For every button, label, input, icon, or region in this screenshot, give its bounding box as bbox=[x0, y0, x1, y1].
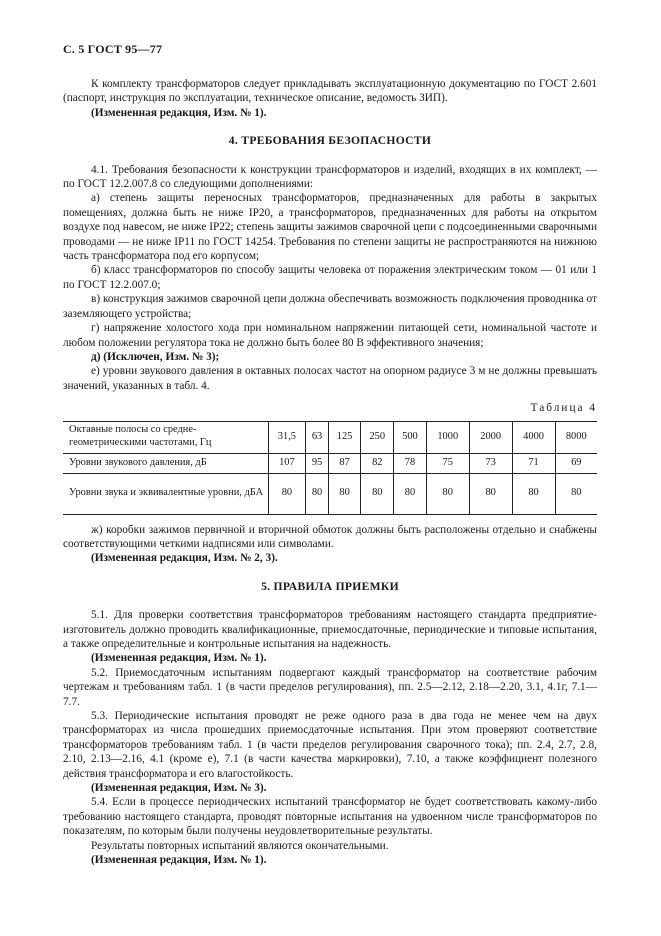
clause-5-4: 5.4. Если в процессе периодических испытаний трансформатор не будет соответствовать какому-либо требованию настоящего стандарта, проводят повторные испытания на удвоенном числе трансформаторов по показателям, по которым были получены неудовлетворительные результаты. bbox=[63, 796, 597, 838]
intro-amendment-note: (Измененная редакция, Изм. № 1). bbox=[91, 106, 267, 119]
table-header-row bbox=[63, 421, 597, 453]
table-cell: 80 bbox=[306, 473, 328, 514]
clause-5-3: 5.3. Периодические испытания проводят не реже одного раза в два года не менее чем на двух трансформаторах из числа прошедших приемосдаточные испытания. При этом проверяют соответствие трансформаторов требованиям табл. 1 (в части пределов регулирования сварочного тока); пп. 2.4, 2.7, 2.8, 2.10, 2.13—2.16, 4.1 (кроме е), 7.1 (в части качества маркировки), 7.10, а также коэффициент полезного действия трансформатора и его влагостойкость. bbox=[63, 710, 597, 780]
table-cell: 80 bbox=[426, 473, 469, 514]
table-freq-cell: 63 bbox=[306, 421, 328, 453]
clause-4-1-d: д) (Исключен, Изм. № 3); bbox=[91, 350, 220, 363]
clause-4-1-zh: ж) коробки зажимов первичной и вторичной обмоток должны быть расположены отдельно и снабжены соответствующими четкими надписями или символами. bbox=[63, 523, 597, 550]
table-row-sound-level bbox=[63, 473, 597, 514]
clause-5-4-final: Результаты повторных испытаний являются окончательными. bbox=[91, 839, 389, 852]
table-cell: 73 bbox=[469, 453, 512, 473]
clause-5-4-note: (Измененная редакция, Изм. № 1). bbox=[91, 854, 267, 867]
table-cell: 82 bbox=[361, 453, 394, 473]
clause-4-1-a: а) степень защиты переносных трансформаторов, предназначенных для работы в закрытых помещениях, должна быть не ниже IP20, а трансформаторов, предназначенных для работы на открытом воздухе под навесом, не ниже IP22; степень защиты зажимов сварочной цепи с подсоединенными сварочными проводами — не ниже IP11 по ГОСТ 14254. Требования по степени защиты не распространяются на нижнюю часть трансформатора под его корпусом; bbox=[63, 192, 597, 263]
clause-4-1-g: г) напряжение холостого хода при номинальном напряжении питающей сети, номинальной частоте и любом положении регулятора тока не должно быть более 80 В эффективного значения; bbox=[63, 322, 597, 349]
table-row-sound-pressure bbox=[63, 453, 597, 473]
clause-4-1: 4.1. Требования безопасности к конструкции трансформаторов и изделий, входящих в их комплект, — по ГОСТ 12.2.007.8 со следующими дополнениями: bbox=[63, 163, 597, 191]
table-freq-cell: 125 bbox=[328, 421, 361, 453]
clause-4-1-e: е) уровни звукового давления в октавных полосах частот на опорном радиусе 3 м не должны превышать значений, указанных в табл. 4. bbox=[63, 365, 597, 392]
table-cell: 71 bbox=[512, 453, 555, 473]
intro-paragraph: К комплекту трансформаторов следует прикладывать эксплуатационную документацию по ГОСТ 2.601 (паспорт, инструкция по эксплуатации, техническое описание, ведомость ЗИП). bbox=[63, 78, 597, 105]
table-freq-cell: 2000 bbox=[469, 421, 512, 453]
clause-5-1: 5.1. Для проверки соответствия трансформаторов требованиям настоящего стандарта предприятие-изготовитель должно проводить квалификационные, приемосдаточные, периодические и типовые испытания, а также определительные и контрольные испытания на надежность. bbox=[63, 609, 597, 650]
table-freq-cell: 500 bbox=[394, 421, 427, 453]
table-cell: 95 bbox=[306, 453, 328, 473]
table-cell: 69 bbox=[555, 453, 597, 473]
table-cell: 107 bbox=[268, 453, 306, 473]
table-caption: Таблица 4 bbox=[530, 402, 597, 415]
table-cell: 80 bbox=[268, 473, 306, 514]
table-freq-cell: 250 bbox=[361, 421, 394, 453]
body-text bbox=[63, 77, 597, 867]
section-4-amendment-note: (Измененная редакция, Изм. № 2, 3). bbox=[91, 552, 278, 565]
table-cell: 80 bbox=[394, 473, 427, 514]
clause-4-1-v: в) конструкция зажимов сварочной цепи должна обеспечивать возможность подключения проводника от заземляющего устройства; bbox=[63, 293, 597, 320]
table-cell: 80 bbox=[469, 473, 512, 514]
table-row-label: Уровни звука и эквивалентные уровни, дБА bbox=[63, 473, 268, 514]
noise-table bbox=[63, 421, 597, 515]
table-cell: 80 bbox=[555, 473, 597, 514]
table-freq-cell: 8000 bbox=[555, 421, 597, 453]
clause-5-2: 5.2. Приемосдаточным испытаниям подвергают каждый трансформатор на соответствие рабочим чертежам и требованиям табл. 1 (в части пределов регулирования), пп. 2.5—2.12, 2.18—2.20, 3.1, 4.1г, 7.1—7.7. bbox=[63, 666, 597, 708]
table-cell: 80 bbox=[361, 473, 394, 514]
table-freq-cell: 4000 bbox=[512, 421, 555, 453]
clause-5-3-note: (Измененная редакция, Изм. № 3). bbox=[91, 782, 267, 795]
running-header: С. 5 ГОСТ 95—77 bbox=[63, 42, 163, 56]
table-cell: 75 bbox=[426, 453, 469, 473]
clause-4-1-b: б) класс трансформаторов по способу защиты человека от поражения электрическим током — 01 или 1 по ГОСТ 12.2.007.0; bbox=[63, 264, 597, 291]
section-5-title: 5. ПРАВИЛА ПРИЕМКИ bbox=[261, 579, 399, 593]
table-freq-cell: 31,5 bbox=[268, 421, 306, 453]
section-4-title: 4. ТРЕБОВАНИЯ БЕЗОПАСНОСТИ bbox=[228, 134, 432, 148]
table-header-label: Октавные полосы со средне-геометрическими частотами, Гц bbox=[63, 421, 268, 453]
clause-5-1-note: (Измененная редакция, Изм. № 1). bbox=[91, 652, 267, 665]
table-cell: 78 bbox=[394, 453, 427, 473]
table-freq-cell: 1000 bbox=[426, 421, 469, 453]
table-cell: 80 bbox=[328, 473, 361, 514]
table-row-label: Уровни звукового давления, дБ bbox=[69, 456, 207, 468]
table-cell: 80 bbox=[512, 473, 555, 514]
table-cell: 87 bbox=[328, 453, 361, 473]
